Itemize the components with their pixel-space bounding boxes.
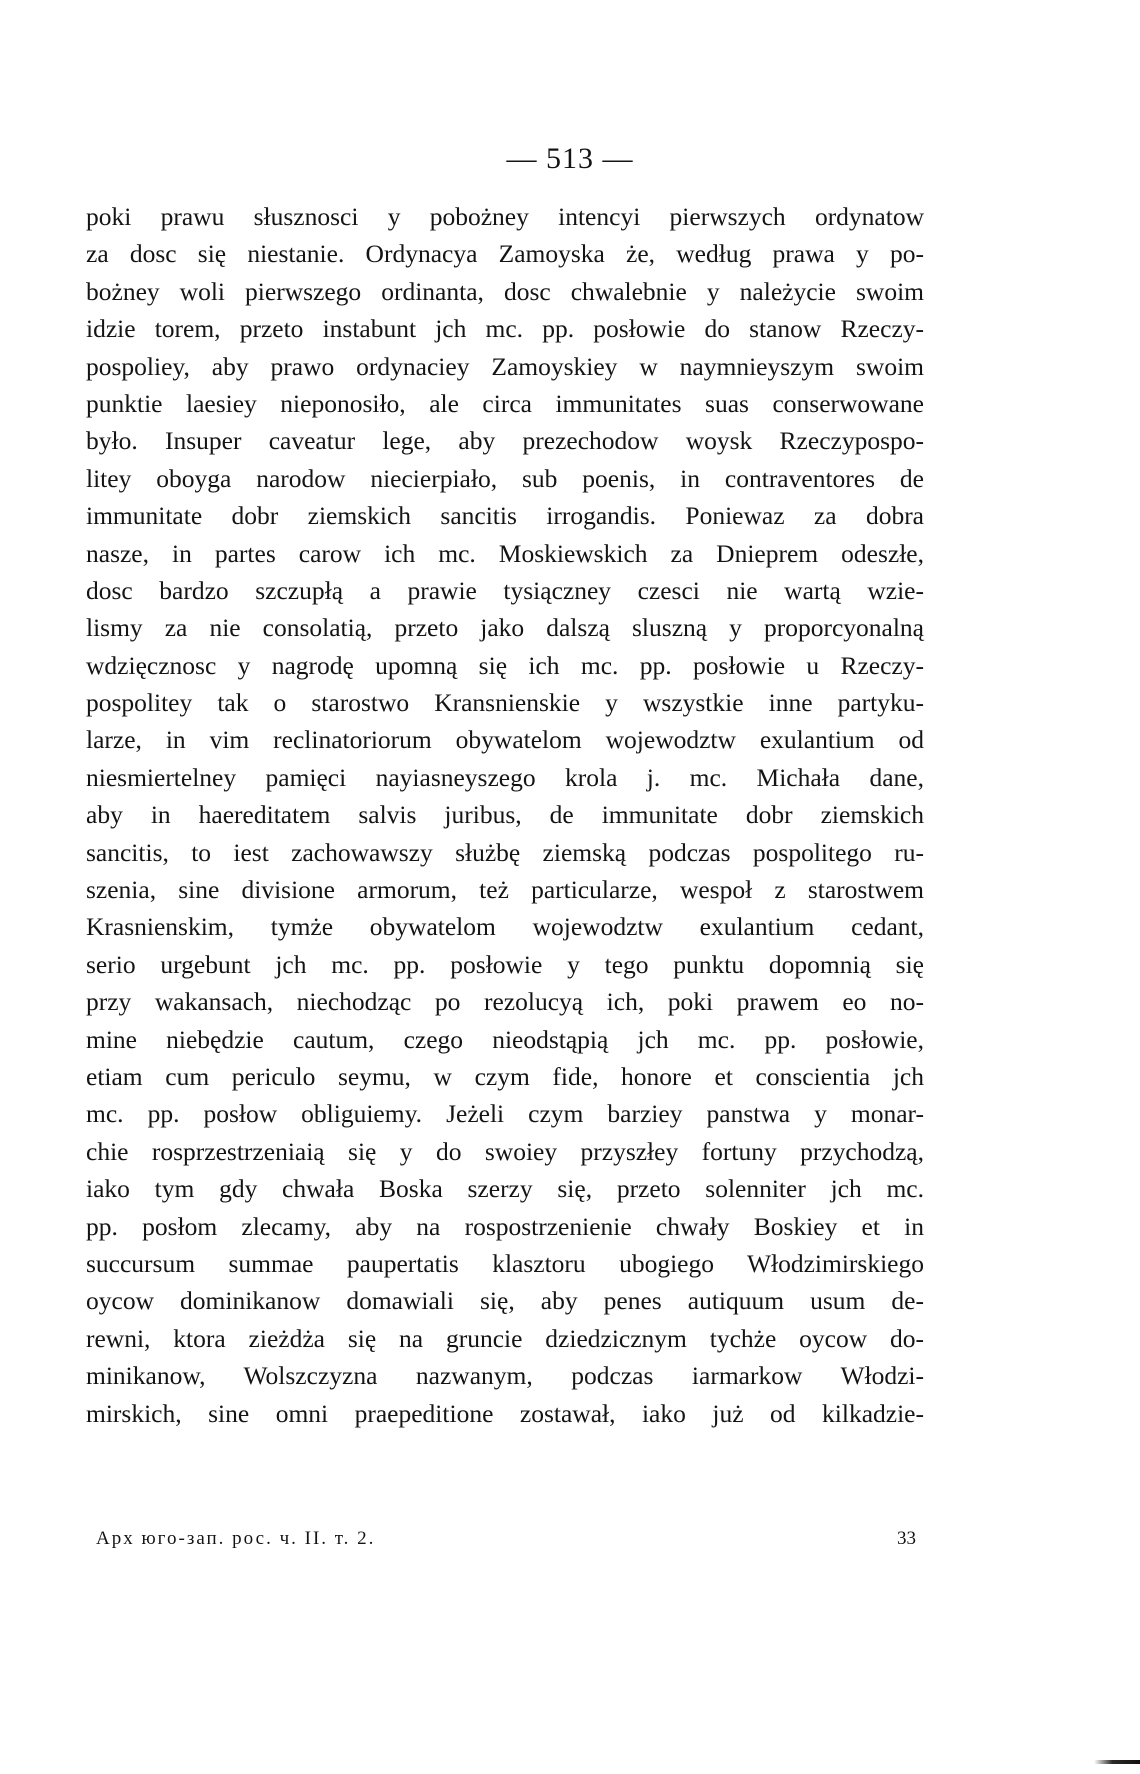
page-number: — 513 — xyxy=(506,142,634,175)
text-line: pospolitey tak o starostwo Kransnienskie y wszystkie inne partyku- xyxy=(86,688,924,718)
text-line: szenia, sine divisione armorum, też particularze, wespoł z starostwem xyxy=(86,875,924,905)
page-footer xyxy=(96,1528,916,1558)
text-line: wdzięcznosc y nagrodę upomną się ich mc. pp. posłowie u Rzeczy- xyxy=(86,650,924,680)
text-line: serio urgebunt jch mc. pp. posłowie y tego punktu dopomnią się xyxy=(86,949,924,979)
scan-edge-mark xyxy=(1094,1760,1140,1764)
text-line: succursum summae paupertatis klasztoru ubogiego Włodzimirskiego xyxy=(86,1248,924,1278)
text-line: punktie laesiey nieponosiło, ale circa immunitates suas conserwowane xyxy=(86,388,924,418)
text-line: litey oboyga narodow niecierpiało, sub poenis, in contraventores de xyxy=(86,463,924,493)
text-line: aby in haereditatem salvis juribus, de immunitate dobr ziemskich xyxy=(86,800,924,830)
text-line: bożney woli pierwszego ordinanta, dosc chwalebnie y należycie swoim xyxy=(86,276,924,306)
text-line: poki prawu słusznosci y pobożney intencyi pierwszych ordynatow xyxy=(86,202,924,231)
text-line: mirskich, sine omni praepeditione zostawał, iako już od kilkadzie- xyxy=(86,1398,924,1428)
text-line: niesmiertelney pamięci nayiasneyszego krola j. mc. Michała dane, xyxy=(86,762,924,792)
text-line: nasze, in partes carow ich mc. Moskiewskich za Dnieprem odeszłe, xyxy=(86,538,924,568)
text-line: rewni, ktora zieżdża się na gruncie dziedzicznym tychże oycow do- xyxy=(86,1323,924,1353)
text-line: sancitis, to iest zachowawszy służbę ziemską podczas pospolitego ru- xyxy=(86,837,924,867)
text-line: iako tym gdy chwała Boska szerzy się, przeto solenniter jch mc. xyxy=(86,1174,924,1204)
text-line: idzie torem, przeto instabunt jch mc. pp. posłowie do stanow Rzeczy- xyxy=(86,314,924,344)
text-line: larze, in vim reclinatoriorum obywatelom wojewodztw exulantium od xyxy=(86,725,924,755)
text-line: chie rosprzestrzeniaią się y do swoiey przyszłey fortuny przychodzą, xyxy=(86,1136,924,1166)
text-line: mc. pp. posłow obliguiemy. Jeżeli czym barziey panstwa y monar- xyxy=(86,1099,924,1129)
text-line: oycow dominikanow domawiali się, aby penes autiquum usum de- xyxy=(86,1286,924,1316)
text-line: lismy za nie consolatią, przeto jako dalszą sluszną y proporcyonalną xyxy=(86,613,924,643)
body-text xyxy=(86,198,924,1432)
footer-signature: Арх юго-зап. рос. ч. II. т. 2. xyxy=(96,1528,376,1549)
text-line: Krasnienskim, tymże obywatelom wojewodztw exulantium cedant, xyxy=(86,912,924,942)
text-line: było. Insuper caveatur lege, aby prezechodow woysk Rzeczypospo- xyxy=(86,426,924,456)
text-line: etiam cum periculo seymu, w czym fide, honore et conscientia jch xyxy=(86,1061,924,1091)
text-line: za dosc się niestanie. Ordynacya Zamoyska że, według prawa y po- xyxy=(86,239,924,269)
text-line: mine niebędzie cautum, czego nieodstąpią jch mc. pp. posłowie, xyxy=(86,1024,924,1054)
text-line: przy wakansach, niechodząc po rezolucyą ich, poki prawem eo no- xyxy=(86,987,924,1017)
text-line: minikanow, Wolszczyzna nazwanym, podczas iarmarkow Włodzi- xyxy=(86,1361,924,1391)
text-line: pospoliey, aby prawo ordynaciey Zamoyskiey w naymnieyszym swoim xyxy=(86,351,924,381)
footer-sheet-number: 33 xyxy=(897,1528,916,1549)
text-line: pp. posłom zlecamy, aby na rospostrzenienie chwały Boskiey et in xyxy=(86,1211,924,1241)
text-line: dosc bardzo szczupłą a prawie tysiączney czesci nie wartą wzie- xyxy=(86,575,924,605)
text-line: immunitate dobr ziemskich sancitis irrogandis. Poniewaz za dobra xyxy=(86,501,924,531)
